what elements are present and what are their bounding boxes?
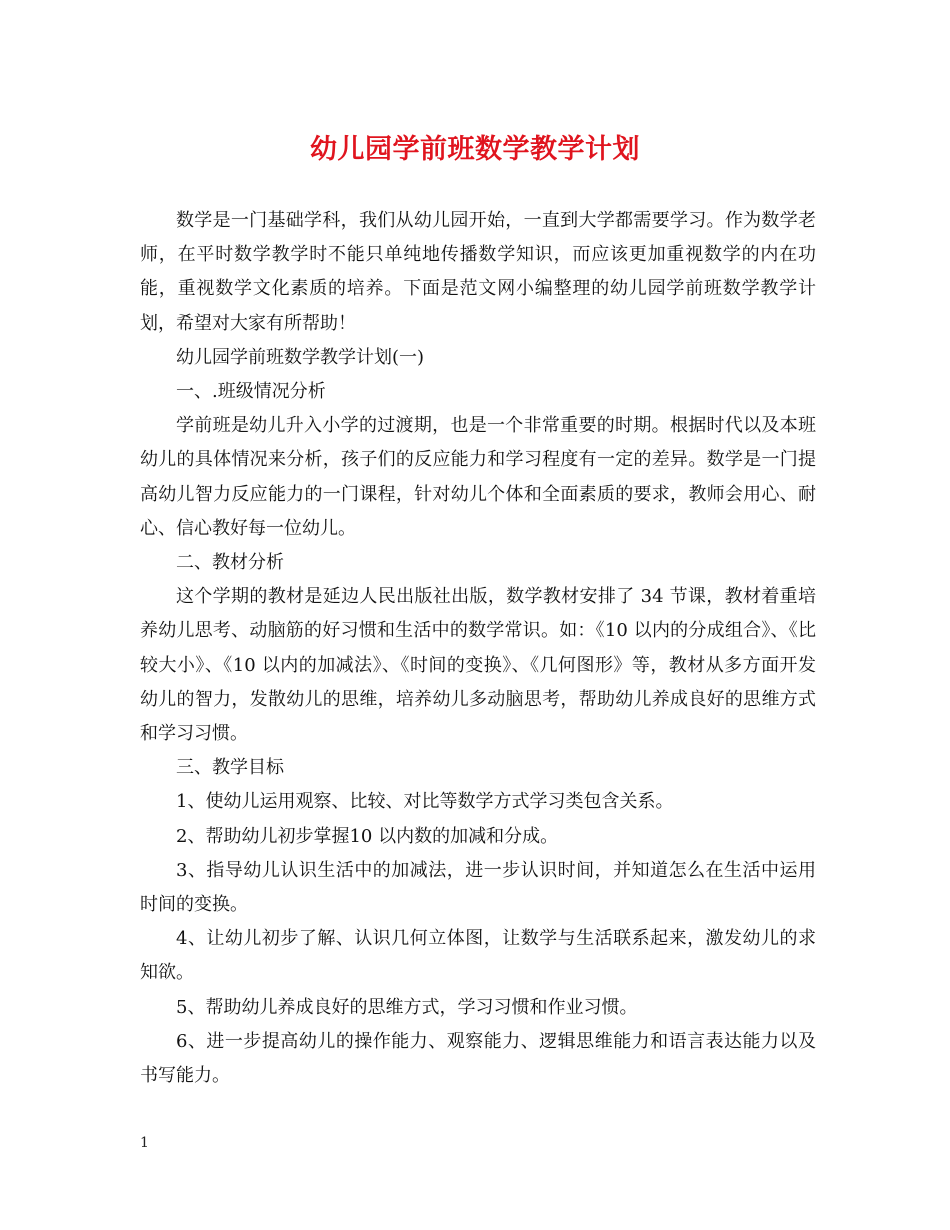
section-heading-plan-one: 幼儿园学前班数学教学计划(一)	[176, 346, 425, 368]
goal-item-2: 2、帮助幼儿初步掌握10 以内数的加减和分成。	[176, 825, 559, 847]
textbook-analysis-paragraph: 这个学期的教材是延边人民出版社出版，数学教材安排了 34 节课，教材着重培养幼儿思考、动脑筋的好习惯和生活中的数学常识。如：《10 以内的分成组合》、《比较大小》、《10 以内的加减法》、《时间的变换》、《几何图形》等，教材从多方面开发幼儿的智力，发散幼儿的思维，培养幼儿多动脑思考，帮助幼儿养成良好的思维方式和学习习惯。	[140, 586, 816, 745]
section-heading-class-analysis: 一、.班级情况分析	[176, 381, 326, 403]
class-analysis-paragraph: 学前班是幼儿升入小学的过渡期，也是一个非常重要的时期。根据时代以及本班幼儿的具体情况来分析，孩子们的反应能力和学习程度有一定的差异。数学是一门提高幼儿智力反应能力的一门课程，针对幼儿个体和全面素质的要求，教师会用心、耐心、信心教好每一位幼儿。	[140, 415, 816, 539]
document-body	[140, 204, 816, 1093]
section-heading-teaching-goals: 三、教学目标	[176, 757, 284, 779]
intro-paragraph: 数学是一门基础学科，我们从幼儿园开始，一直到大学都需要学习。作为数学老师，在平时数学教学时不能只单纯地传播数学知识，而应该更加重视数学的内在功能，重视数学文化素质的培养。下面是范文网小编整理的幼儿园学前班数学教学计划，希望对大家有所帮助！	[140, 210, 816, 334]
goal-item-6: 6、进一步提高幼儿的操作能力、观察能力、逻辑思维能力和语言表达能力以及书写能力。	[140, 1030, 816, 1087]
goal-item-1: 1、使幼儿运用观察、比较、对比等数学方式学习类包含关系。	[176, 791, 674, 813]
goal-item-3: 3、指导幼儿认识生活中的加减法，进一步认识时间，并知道怎么在生活中运用时间的变换。	[140, 859, 816, 916]
section-heading-textbook-analysis: 二、教材分析	[176, 552, 284, 574]
page-number: 1	[140, 1135, 149, 1151]
document-title: 幼儿园学前班数学教学计划	[310, 134, 640, 165]
goal-item-5: 5、帮助幼儿养成良好的思维方式，学习习惯和作业习惯。	[176, 996, 638, 1018]
goal-item-4: 4、让幼儿初步了解、认识几何立体图，让数学与生活联系起来，激发幼儿的求知欲。	[140, 928, 816, 984]
